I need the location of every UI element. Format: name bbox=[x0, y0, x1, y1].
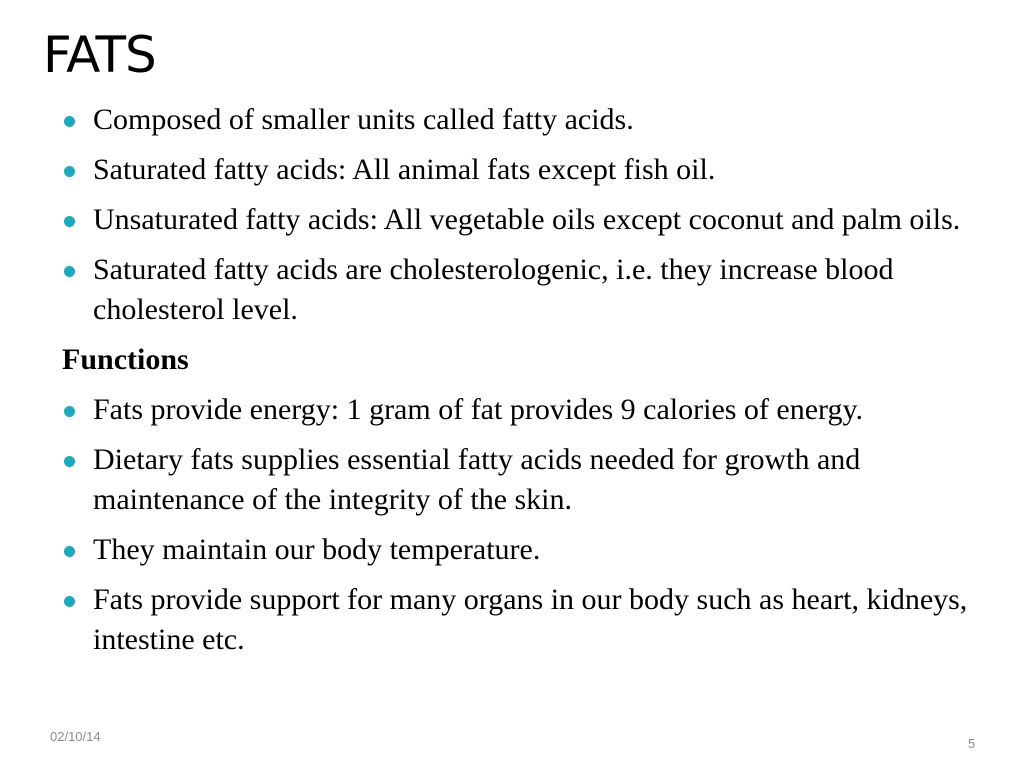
slide-content bbox=[62, 100, 1012, 670]
bullet-dot-icon bbox=[64, 596, 75, 607]
bullet-dot-icon bbox=[64, 406, 75, 417]
bullet-text: Dietary fats supplies essential fatty acids needed for growth and maintenance of the integrity of the skin. bbox=[93, 443, 861, 516]
bullet-dot-icon bbox=[64, 266, 75, 277]
bullet-item bbox=[62, 530, 1012, 570]
bullet-text: Composed of smaller units called fatty acids. bbox=[93, 103, 634, 136]
bullet-item bbox=[62, 390, 1012, 430]
bullet-dot-icon bbox=[64, 546, 75, 557]
footer-date: 02/10/14 bbox=[50, 729, 101, 744]
bullet-dot-icon bbox=[64, 216, 75, 227]
bullet-item bbox=[62, 250, 1012, 330]
bullet-item bbox=[62, 580, 1012, 660]
bullet-dot-icon bbox=[64, 166, 75, 177]
bullet-item bbox=[62, 200, 1012, 240]
bullet-dot-icon bbox=[64, 116, 75, 127]
bullet-text: Unsaturated fatty acids: All vegetable oils except coconut and palm oils. bbox=[93, 203, 961, 236]
slide-title: FATS bbox=[43, 26, 156, 84]
bullet-item bbox=[62, 150, 1012, 190]
page-number: 5 bbox=[968, 736, 976, 751]
bullet-item bbox=[62, 440, 1012, 520]
bullet-item bbox=[62, 100, 1012, 140]
bullet-text: Fats provide support for many organs in our body such as heart, kidneys, intestine etc. bbox=[93, 583, 968, 656]
bullet-text: Saturated fatty acids are cholesterologenic, i.e. they increase blood cholesterol level. bbox=[93, 253, 894, 326]
bullet-dot-icon bbox=[64, 456, 75, 467]
bullet-text: They maintain our body temperature. bbox=[93, 533, 541, 566]
bullet-text: Saturated fatty acids: All animal fats except fish oil. bbox=[93, 153, 716, 186]
functions-heading: Functions bbox=[62, 343, 189, 376]
bullet-text: Fats provide energy: 1 gram of fat provides 9 calories of energy. bbox=[93, 393, 864, 426]
